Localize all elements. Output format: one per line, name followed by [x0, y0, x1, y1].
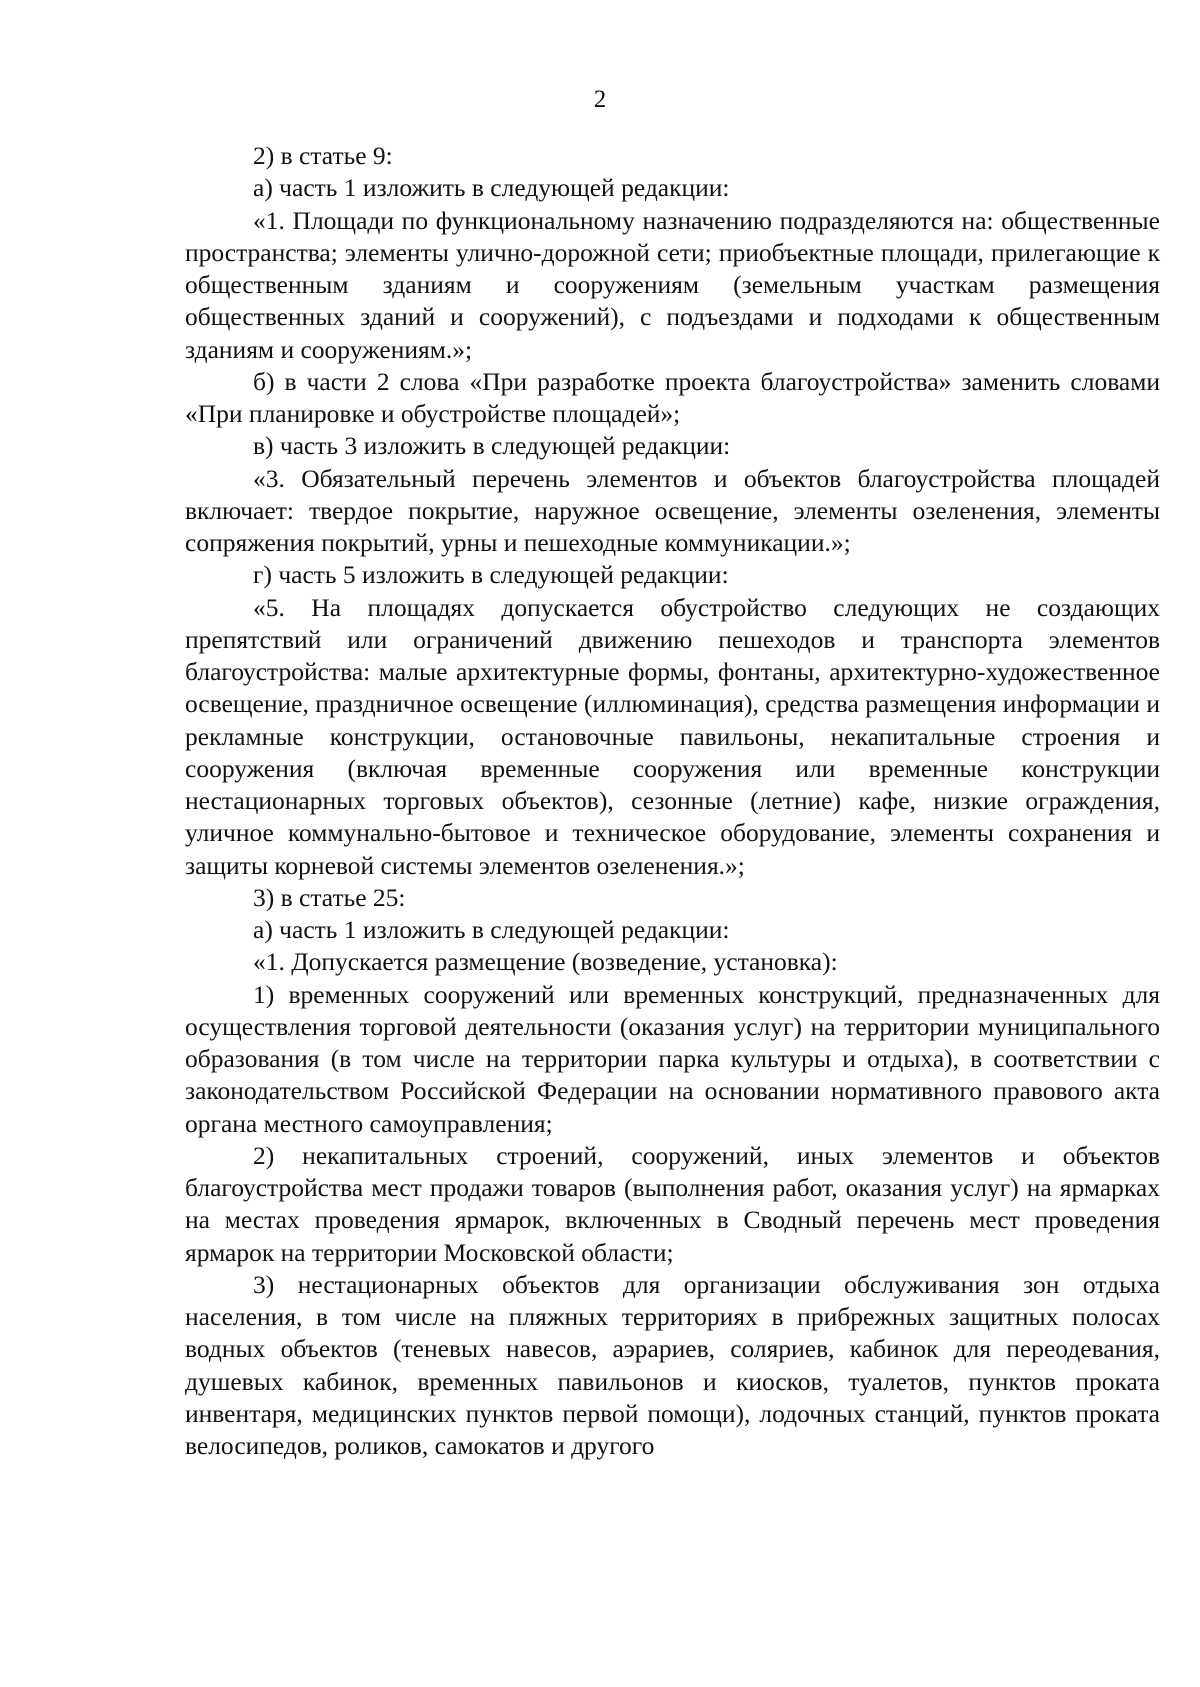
paragraph-article-25-item-a: а) часть 1 изложить в следующей редакции: [253, 915, 730, 944]
paragraph-article-9-item-b: б) в части 2 слова «При разработке проекта благоустройства» заменить словами «При планировке и обустройстве площадей»; [185, 366, 1160, 428]
paragraph-article-25-heading: 3) в статье 25: [253, 882, 406, 912]
paragraph-article-9-item-v: в) часть 3 изложить в следующей редакции: [253, 431, 731, 461]
paragraph-article-25-point-1: 1) временных сооружений или временных конструкций, предназначенных для осуществления торговой деятельности (оказания услуг) на территории муниципального образования (в том числе на территории парка культуры и отдыха), в соответствии с законодательством Российской Федерации на основании нормативного правового акта органа местного самоуправления; [185, 979, 1160, 1138]
paragraph-article-25-point-3: 3) нестационарных объектов для организации обслуживания зон отдыха населения, в том числе на пляжных территориях в прибрежных защитных полосах водных объектов (теневых навесов, аэрариев, соляриев, кабинок для переодевания, душевых кабинок, временных павильонов и киосков, туалетов, пунктов проката инвентаря, медицинских пунктов первой помощи), лодочных станций, пунктов проката велосипедов, роликов, самокатов и другого [185, 1269, 1160, 1460]
paragraph-article-25-part-1-intro: «1. Допускается размещение (возведение, установка): [253, 947, 838, 977]
paragraph-article-9-part-3-text: «3. Обязательный перечень элементов и объектов благоустройства площадей включает: твердое покрытие, наружное освещение, элементы озеленения, элементы сопряжения покрытий, урны и пешеходные коммуникации.»; [185, 463, 1160, 557]
paragraph-article-9-item-g: г) часть 5 изложить в следующей редакции: [253, 560, 729, 590]
document-body [185, 140, 1160, 1462]
paragraph-article-9-item-a: а) часть 1 изложить в следующей редакции: [253, 173, 730, 203]
paragraph-article-9-part-5-text: «5. На площадях допускается обустройство следующих не создающих препятствий или ограничений движению пешеходов и транспорта элементов благоустройства: малые архитектурные формы, фонтаны, архитектурно-художественное освещение, праздничное освещение (иллюминация), средства размещения информации и рекламные конструкции, остановочные павильоны, некапитальные строения и сооружения (включая временные сооружения или временные конструкции нестационарных торговых объектов), сезонные (летние) кафе, низкие ограждения, уличное коммунально-бытовое и техническое оборудование, элементы сохранения и защиты корневой системы элементов озеленения.»; [185, 592, 1160, 880]
paragraph-article-9-heading: 2) в статье 9: [253, 141, 393, 170]
paragraph-article-25-point-2: 2) некапитальных строений, сооружений, иных элементов и объектов благоустройства мест продажи товаров (выполнения работ, оказания услуг) на ярмарках на местах проведения ярмарок, включенных в Сводный перечень мест проведения ярмарок на территории Московской области; [185, 1140, 1160, 1267]
paragraph-article-9-part-1-text: «1. Площади по функциональному назначению подразделяются на: общественные пространства; элементы улично-дорожной сети; приобъектные площади, прилегающие к общественным зданиям и сооружениям (земельным участкам размещения общественных зданий и сооружений), с подъездами и подходами к общественным зданиям и сооружениям.»; [185, 205, 1160, 364]
page-number: 2 [593, 86, 607, 113]
